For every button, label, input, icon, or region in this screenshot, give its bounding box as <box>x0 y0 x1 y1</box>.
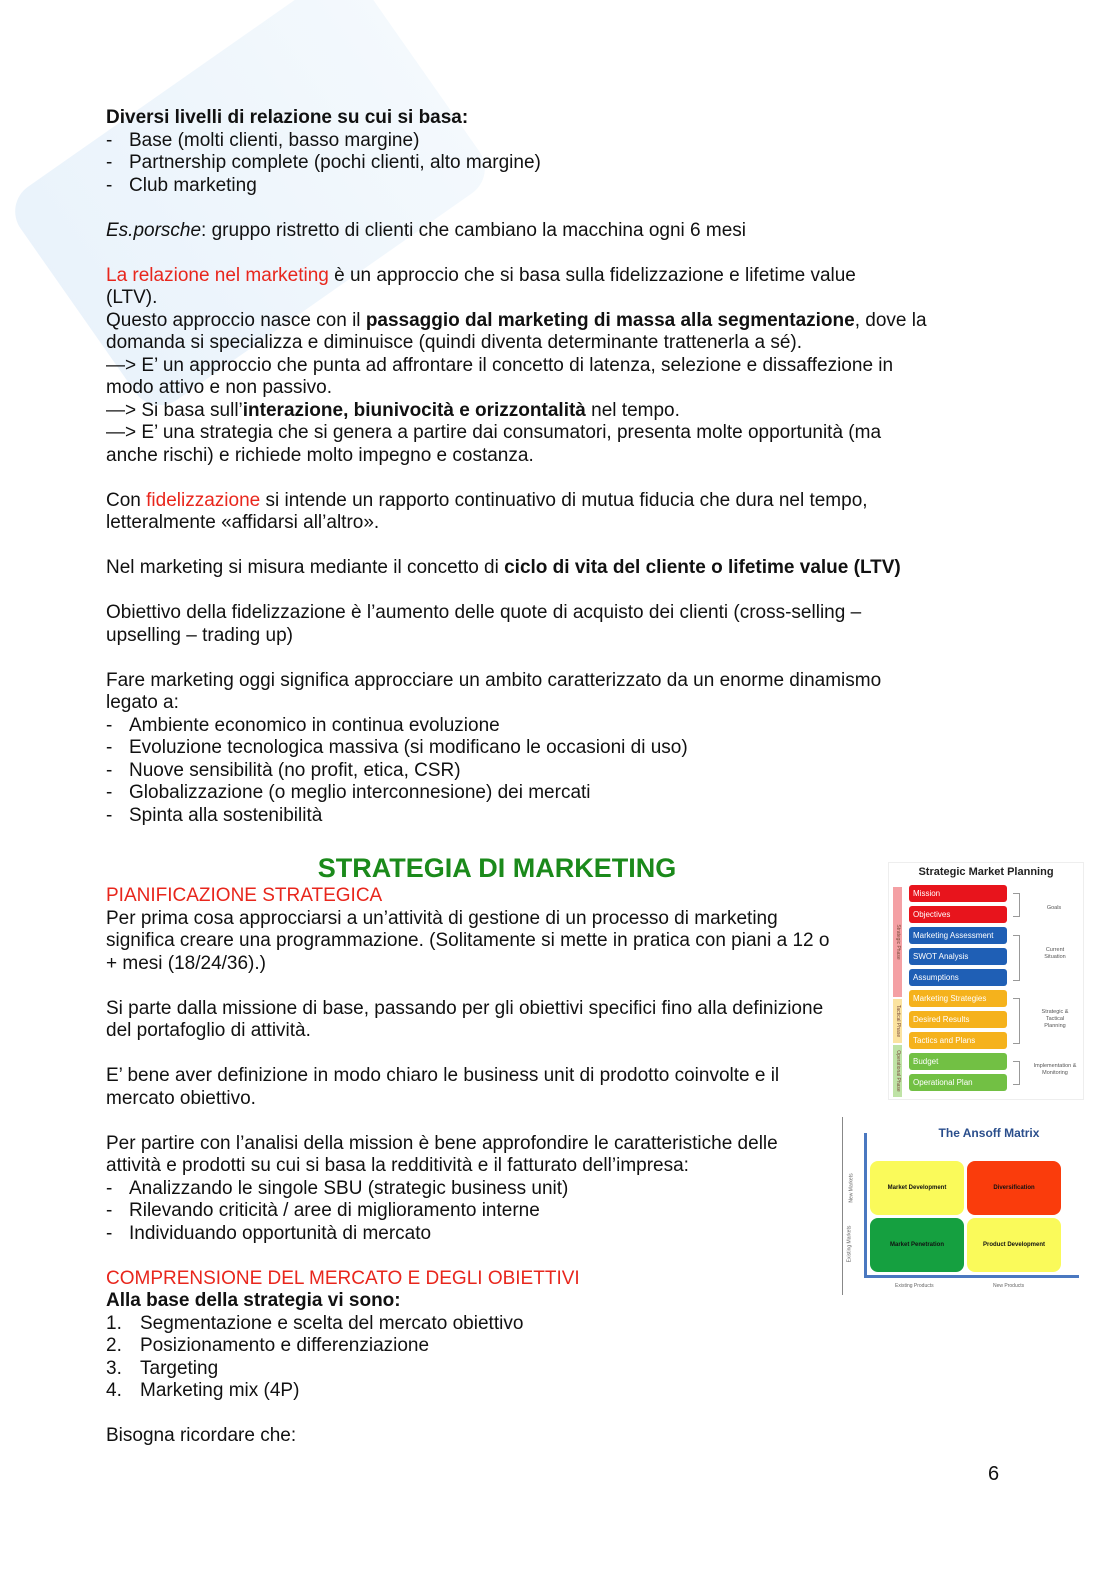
step-operational-plan: Operational Plan <box>909 1074 1007 1091</box>
strategic-phase-band <box>893 887 902 997</box>
text-line: —> E’ un approccio che punta ad affrontare il concetto di latenza, selezione e dissaffezione in <box>106 354 894 376</box>
phase-label: Strategic Phase <box>894 924 901 960</box>
group-label: Strategic & Tactical Planning <box>1041 1009 1069 1029</box>
tactical-phase-band <box>893 999 902 1043</box>
x-axis <box>864 1275 1079 1278</box>
body-text-bottom <box>106 885 896 1448</box>
list-item: 1. Segmentazione e scelta del mercato obiettivo <box>106 1312 524 1334</box>
step-swot: SWOT Analysis <box>909 948 1007 965</box>
text-line: Per partire con l’analisi della mission è bene approfondire le caratteristiche delle <box>106 1132 778 1154</box>
strategic-market-planning-figure <box>888 862 1084 1100</box>
today-paragraph: Fare marketing oggi significa approcciare un ambito caratterizzato da un enorme dinamismo <box>106 669 882 691</box>
cell-diversification: Diversification <box>967 1161 1061 1215</box>
x-label: Existing Products <box>895 1283 934 1289</box>
list-item: 3. Targeting <box>106 1357 219 1379</box>
list-item: - Evoluzione tecnologica massiva (si modificano le occasioni di uso) <box>106 737 688 758</box>
y-label: New Markets <box>848 1173 855 1203</box>
y-label: Existing Markets <box>846 1225 853 1263</box>
measure-paragraph: Nel marketing si misura mediante il concetto di ciclo di vita del cliente o lifetime value (LTV) <box>106 557 901 578</box>
step-tactics: Tactics and Plans <box>909 1032 1007 1049</box>
group-label: Current Situation <box>1044 947 1066 960</box>
list-item: - Ambiente economico in continua evoluzione <box>106 714 500 736</box>
step-desired-results: Desired Results <box>909 1011 1007 1028</box>
group-label: Implementation & Monitoring <box>1033 1063 1077 1076</box>
list-item: - Individuando opportunità di mercato <box>106 1222 432 1244</box>
list-item: - Analizzando le singole SBU (strategic business unit) <box>106 1177 569 1199</box>
text-line: + mesi (18/24/36).) <box>106 952 266 974</box>
loyalty-paragraph: Con fidelizzazione si intende un rapporto continuativo di mutua fiducia che dura nel tempo, <box>106 489 868 511</box>
text-line: domanda si specializza e diminuisce (quindi diventa determinante trattenerla a sé). <box>106 332 802 353</box>
operational-phase-band <box>893 1045 902 1097</box>
phase-label: Tactical Phase <box>894 1004 901 1038</box>
list-item: - Club marketing <box>106 174 257 196</box>
text-line: Per prima cosa approcciarsi a un’attività di gestione di un processo di marketing <box>106 907 778 929</box>
text-line: —> Si basa sull’interazione, biunivocità e orizzontalità nel tempo. <box>106 399 680 421</box>
market-heading: COMPRENSIONE DEL MERCATO E DEGLI OBIETTIVI <box>106 1267 580 1289</box>
text-line: Questo approccio nasce con il passaggio dal marketing di massa alla segmentazione, dove la <box>106 309 927 331</box>
text-line: —> E’ una strategia che si genera a partire dai consumatori, presenta molte opportunità (ma <box>106 422 882 443</box>
text-line: upselling – trading up) <box>106 624 293 646</box>
text-line: mercato obiettivo. <box>106 1087 256 1109</box>
text-line: anche rischi) e richiede molto impegno e costanza. <box>106 444 534 466</box>
group-label: Goals <box>1046 905 1062 911</box>
step-objectives: Objectives <box>909 906 1007 923</box>
step-marketing-strategies: Marketing Strategies <box>909 990 1007 1007</box>
list-item: 4. Marketing mix (4P) <box>106 1380 300 1401</box>
figure-title: Strategic Market Planning <box>918 866 1054 878</box>
list-item: - Nuove sensibilità (no profit, etica, CSR) <box>106 759 461 781</box>
step-budget: Budget <box>909 1053 1007 1070</box>
text-line: legato a: <box>106 692 179 713</box>
phase-label: Operational Phase <box>894 1050 901 1092</box>
levels-heading: Diversi livelli di relazione su cui si basa: <box>106 107 469 128</box>
text-line: attività e prodotti su cui si basa la redditività e il fatturato dell’impresa: <box>106 1155 689 1176</box>
list-item: - Spinta alla sostenibilità <box>106 804 323 826</box>
list-item: - Base (molti clienti, basso margine) <box>106 129 420 151</box>
example-line: Es.porsche: gruppo ristretto di clienti che cambiano la macchina ogni 6 mesi <box>106 219 746 241</box>
list-item: - Globalizzazione (o meglio interconnesione) dei mercati <box>106 782 591 803</box>
step-mission: Mission <box>909 885 1007 902</box>
cell-product-development: Product Development <box>967 1218 1061 1272</box>
ansoff-matrix-figure <box>842 1117 1085 1295</box>
relation-paragraph: La relazione nel marketing è un approccio che si basa sulla fidelizzazione e lifetime value <box>106 264 856 286</box>
text-line: Si parte dalla missione di base, passando per gli obiettivi specifici fino alla definizione <box>106 997 824 1019</box>
section-title: STRATEGIA DI MARKETING <box>317 853 677 883</box>
y-axis <box>864 1133 867 1278</box>
body-text-top <box>106 107 1006 827</box>
step-marketing-assessment: Marketing Assessment <box>909 927 1007 944</box>
text-line: modo attivo e non passivo. <box>106 377 333 398</box>
planning-heading: PIANIFICAZIONE STRATEGICA <box>106 885 383 906</box>
list-item: - Rilevando criticità / aree di miglioramento interne <box>106 1200 540 1221</box>
text-line: E’ bene aver definizione in modo chiaro le business unit di prodotto coinvolte e il <box>106 1065 780 1086</box>
objective-paragraph: Obiettivo della fidelizzazione è l’aumento delle quote di acquisto dei clienti (cross-selling – <box>106 602 862 623</box>
list-item: 2. Posizionamento e differenziazione <box>106 1335 430 1356</box>
market-subheading: Alla base della strategia vi sono: <box>106 1290 401 1311</box>
cell-market-development: Market Development <box>870 1161 964 1215</box>
closing-line: Bisogna ricordare che: <box>106 1425 297 1446</box>
page-number: 6 <box>988 1463 1000 1485</box>
text-line: del portafoglio di attività. <box>106 1020 311 1041</box>
step-assumptions: Assumptions <box>909 969 1007 986</box>
text-line: letteralmente «affidarsi all’altro». <box>106 512 380 533</box>
text-line: significa creare una programmazione. (Solitamente si mette in pratica con piani a 12 o <box>106 930 830 951</box>
figure-title: The Ansoff Matrix <box>938 1126 1040 1140</box>
cell-market-penetration: Market Penetration <box>870 1218 964 1272</box>
list-item: - Partnership complete (pochi clienti, alto margine) <box>106 152 541 173</box>
text-line: (LTV). <box>106 287 158 308</box>
x-label: New Products <box>993 1283 1025 1289</box>
